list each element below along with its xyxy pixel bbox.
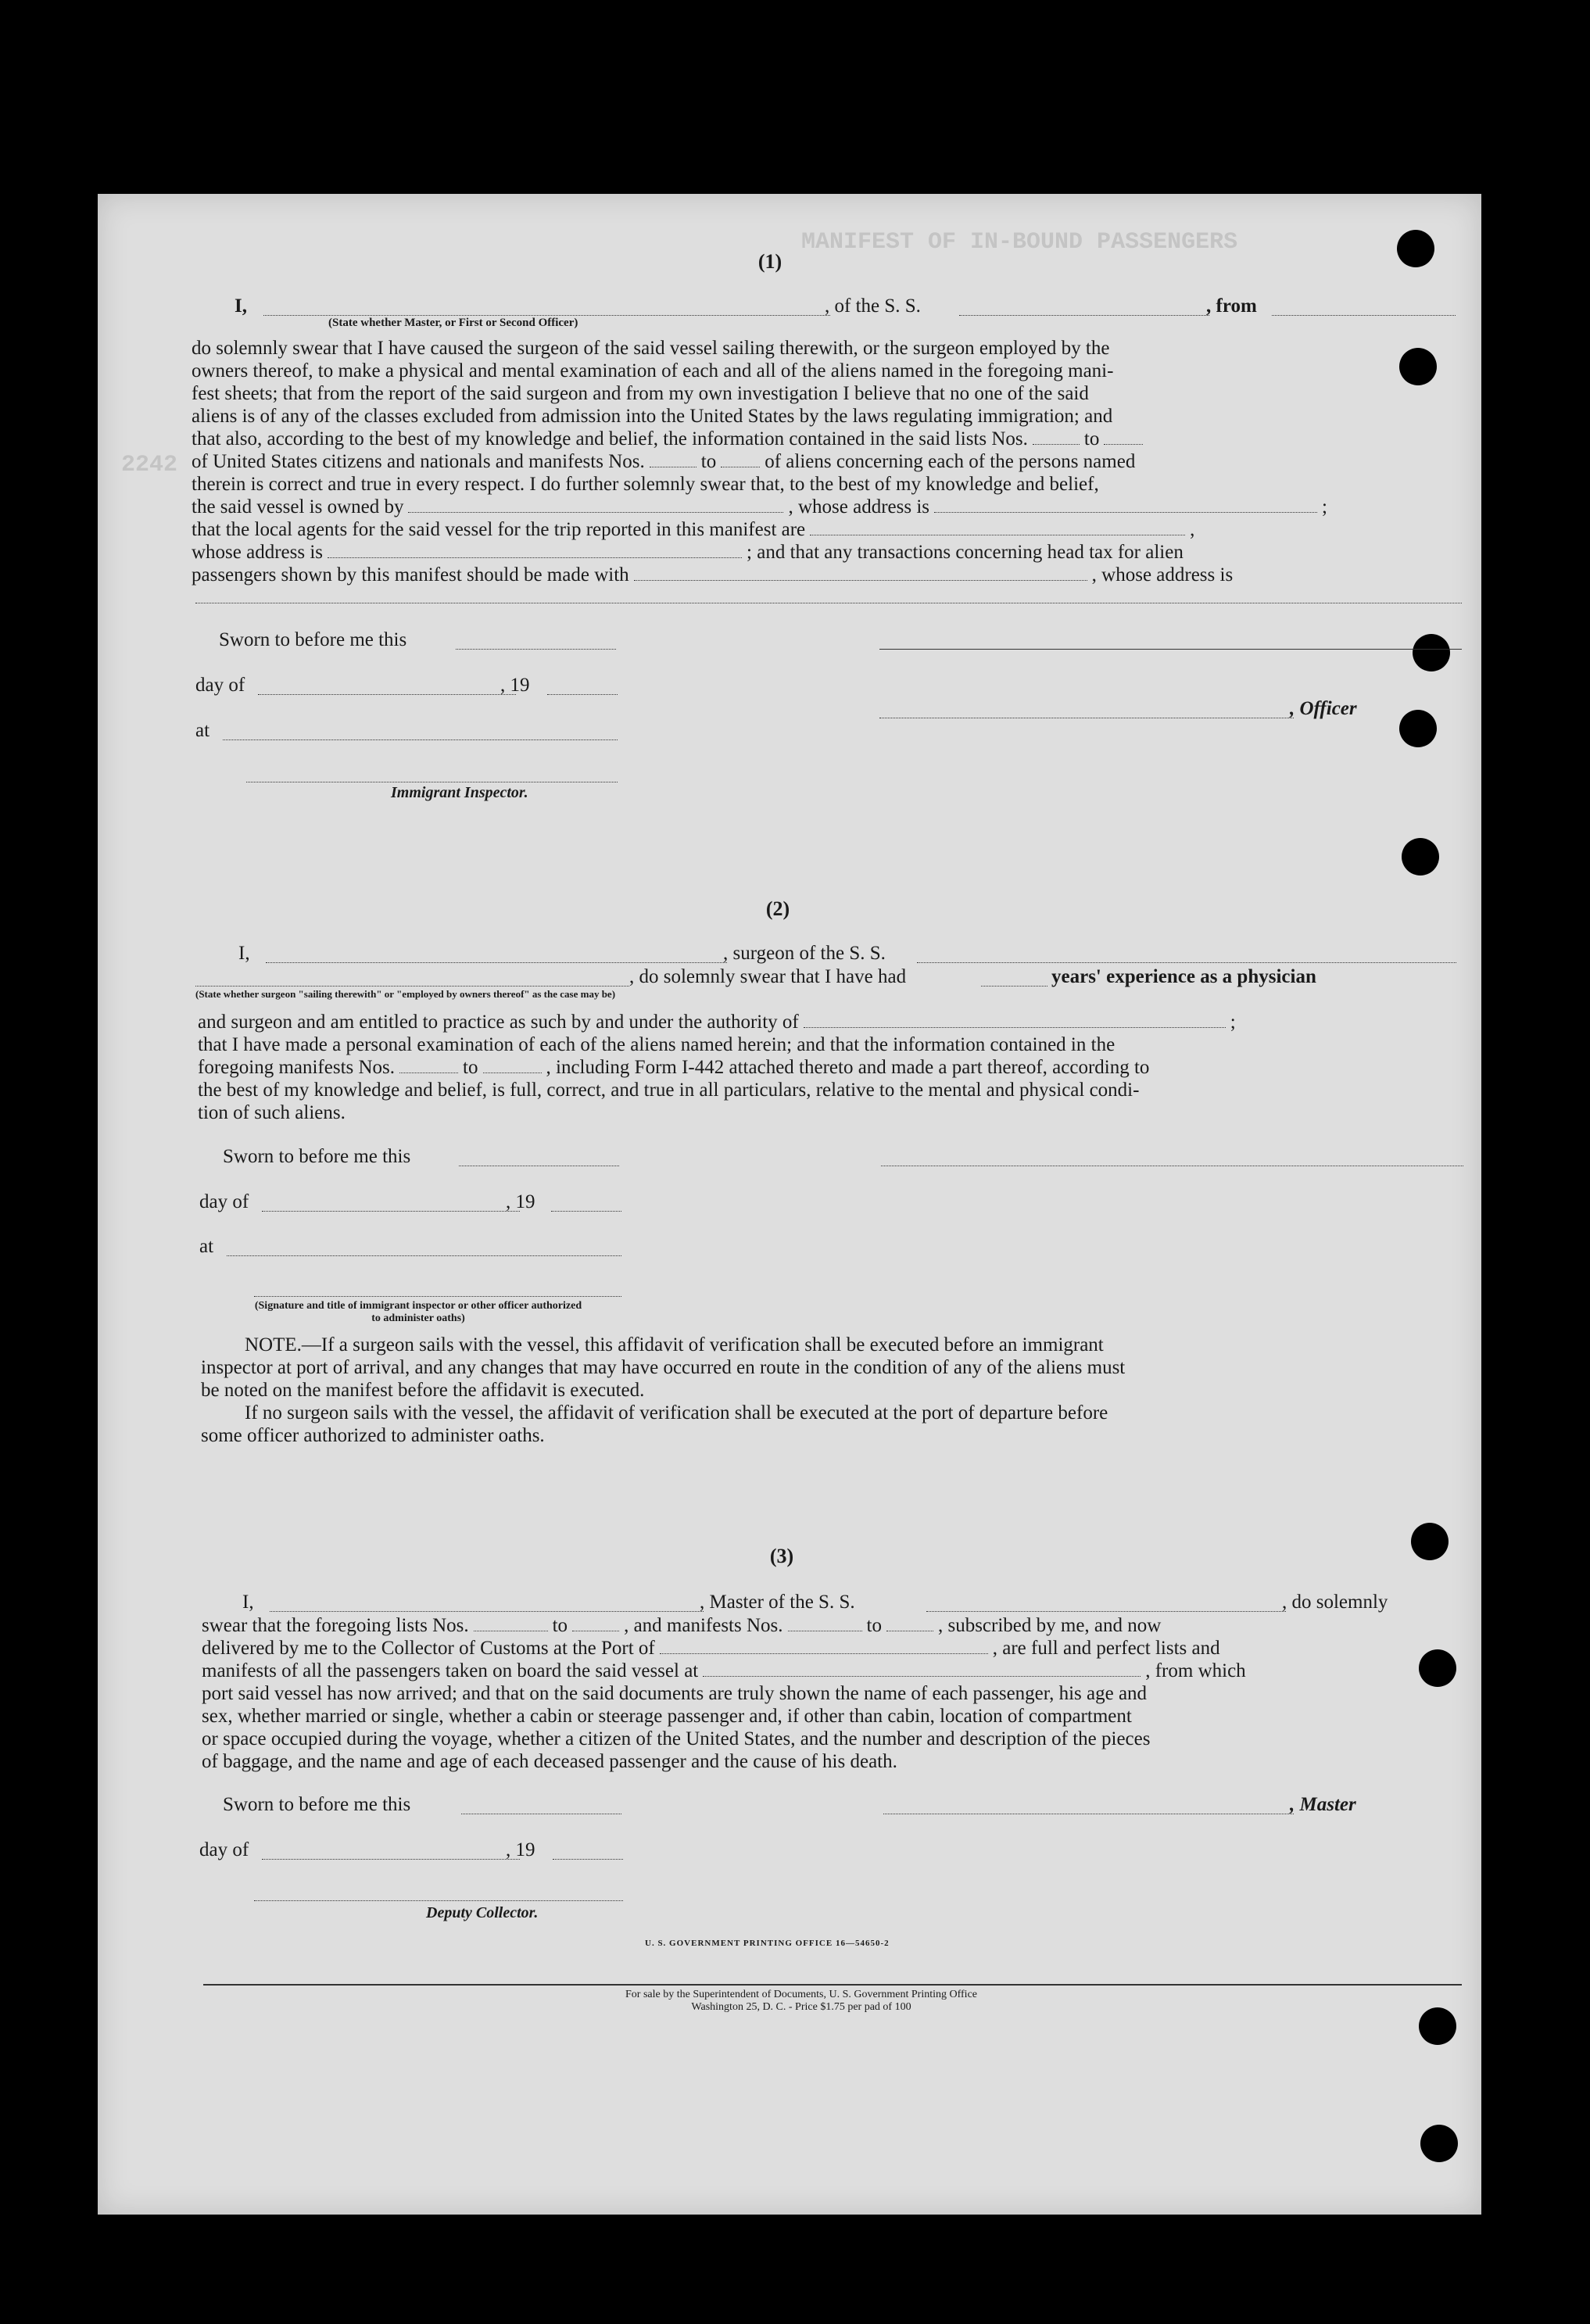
master-year-field[interactable] (553, 1859, 623, 1860)
inspector-caption: Immigrant Inspector. (391, 784, 528, 801)
note-line: some officer authorized to administer oaths. (201, 1425, 545, 1446)
to-label: to (866, 1615, 882, 1636)
body-line: the said vessel is owned by (192, 496, 404, 517)
day-of-label: day of (199, 1839, 249, 1860)
note-line: inspector at port of arrival, and any changes that may have occurred en route in the condition of any of the aliens must (201, 1357, 1126, 1378)
years-field[interactable] (981, 986, 1047, 987)
punch-hole (1419, 2007, 1456, 2045)
s3-lists-to-field[interactable] (572, 1630, 619, 1631)
sworn-date-field[interactable] (456, 649, 616, 650)
body-line: tion of such aliens. (198, 1102, 346, 1123)
master-of-label: , Master of the S. S. (700, 1592, 855, 1613)
year-field[interactable] (547, 694, 618, 695)
section-1-number: (1) (757, 250, 782, 273)
from-label: , from (1206, 295, 1257, 317)
section-3-body (202, 1614, 1468, 1773)
surgeon-manifests-to-field[interactable] (483, 1072, 542, 1073)
body-line: do solemnly swear that I have caused the surgeon of the said vessel sailing therewith, or the surgeon employed by the (192, 338, 1110, 359)
surgeon-status-field[interactable] (195, 986, 629, 987)
body-line: , whose address is (788, 496, 930, 517)
signature-line[interactable] (879, 649, 1462, 650)
section-3-number: (3) (769, 1545, 794, 1567)
bleed-through-mark: MANIFEST OF IN-BOUND PASSENGERS (801, 229, 1238, 256)
section-1-body: do solemnly swear that I have caused the surgeon of the said vessel sailing therewith, or the surgeon employed by the owners thereof, to make a physical and mental examination of each and all of the aliens named in the foregoing mani- fest sheets; that from the report of the said surgeon and from my own investigation I believe that no one of the said aliens is of any of the classes excluded from admission into the United States by the laws regulating immigration; and that also, according to the best of my knowledge and belief, the information contained in the said lists Nos. to of United States citizens and nationals and manifests Nos. to of aliens concerning each of the persons named therein is correct and true in every respect. I do further solemnly swear that, to the best of my knowledge and belief, the said vessel is owned by , whose address is ; that the local agents for the said vessel for the trip reported in this manifest are , whose address is ; and that any transactions concerning head tax for alien passengers shown by this manifest should be made with , whose address is (192, 337, 1466, 586)
surgeon-vessel-field[interactable] (917, 962, 1456, 963)
punch-hole (1420, 2125, 1458, 2162)
body-line: port said vessel has now arrived; and that on the said documents are truly shown the name of each passenger, his age and (202, 1683, 1148, 1704)
manifests-from-field[interactable] (650, 466, 697, 467)
at-place-field[interactable] (223, 739, 618, 740)
deputy-caption: Deputy Collector. (426, 1904, 539, 1921)
port-of-arrival-field[interactable] (660, 1653, 988, 1654)
punch-hole (1397, 230, 1434, 267)
note-line: be noted on the manifest before the affidavit is executed. (201, 1380, 645, 1401)
s3-manifests-from-field[interactable] (788, 1630, 862, 1631)
to-label: to (552, 1615, 568, 1636)
surgeon-of-label: , surgeon of the S. S. (723, 943, 886, 964)
sale-line-1: For sale by the Superintendent of Documents, U. S. Government Printing Office (625, 1989, 977, 2000)
authority-field[interactable] (804, 1026, 1226, 1028)
body-line: , are full and perfect lists and (992, 1638, 1220, 1659)
from-port-field[interactable] (1272, 315, 1456, 316)
head-tax-party-field[interactable] (634, 579, 1087, 581)
body-line: passengers shown by this manifest should be made with (192, 564, 629, 585)
punch-hole (1411, 1523, 1449, 1560)
sworn-label: Sworn to before me this (223, 1146, 411, 1167)
port-of-embarkation-field[interactable] (703, 1675, 1141, 1677)
surgeon-name-field[interactable] (266, 962, 727, 963)
body-line: of baggage, and the name and age of each deceased passenger and the cause of his death. (202, 1751, 897, 1772)
officer-title-field[interactable] (263, 315, 830, 316)
body-line: owners thereof, to make a physical and mental examination of each and all of the aliens named in the foregoing mani- (192, 360, 1114, 381)
punch-hole (1402, 838, 1439, 876)
lists-from-field[interactable] (1033, 443, 1080, 445)
body-line: whose address is (192, 542, 324, 563)
day-of-field[interactable] (258, 694, 516, 695)
vessel-name-field[interactable] (959, 315, 1209, 316)
punch-hole (1399, 710, 1437, 747)
deputy-signature-field[interactable] (254, 1900, 623, 1901)
agents-address-field[interactable] (328, 557, 742, 558)
s3-manifests-to-field[interactable] (886, 1630, 933, 1631)
body-line: of United States citizens and nationals and manifests Nos. (192, 451, 645, 472)
body-line: of aliens concerning each of the persons named (765, 451, 1136, 472)
note-line: NOTE.—If a surgeon sails with the vessel, this affidavit of verification shall be executed before an immigrant (245, 1334, 1104, 1355)
sworn-label: Sworn to before me this (219, 629, 407, 650)
officer-title-caption: (State whether Master, or First or Second Officer) (328, 317, 578, 329)
note-line: If no surgeon sails with the vessel, the affidavit of verification shall be executed at the port of departure before (245, 1402, 1108, 1423)
year-label: , 19 (506, 1191, 535, 1212)
body-line: that also, according to the best of my knowledge and belief, the information contained in the said lists Nos. (192, 428, 1028, 449)
footer-rule (203, 1984, 1462, 1986)
signature-caption: (Signature and title of immigrant inspector or other officer authorized to administer oaths) (254, 1300, 582, 1324)
body-line: manifests of all the passengers taken on board the said vessel at (202, 1660, 699, 1681)
officer-label: , Officer (1290, 698, 1357, 719)
body-line: ; and that any transactions concerning head tax for alien (747, 542, 1184, 563)
surgeon-manifests-from-field[interactable] (399, 1072, 458, 1073)
body-line: therein is correct and true in every respect. I do further solemnly swear that, to the best of my knowledge and belief, (192, 474, 1099, 495)
body-line: , subscribed by me, and now (937, 1615, 1162, 1636)
lists-to-field[interactable] (1104, 443, 1143, 445)
punch-hole (1413, 634, 1450, 671)
at-label: at (199, 1236, 214, 1257)
body-line: swear that the foregoing lists Nos. (202, 1615, 469, 1636)
to-label: to (700, 451, 717, 472)
surgeon-year-field[interactable] (551, 1211, 621, 1212)
surgeon-swear-label: , do solemnly swear that I have had (629, 966, 907, 987)
year-label: , 19 (500, 675, 530, 696)
owner-field[interactable] (408, 511, 783, 513)
section-3-i: I, (242, 1592, 254, 1613)
body-line: , from which (1145, 1660, 1246, 1681)
section-2-i: I, (238, 943, 250, 964)
section-2-note (201, 1334, 1467, 1447)
manifest-page (98, 194, 1481, 2215)
surgeon-status-caption: (State whether surgeon "sailing therewith" or "employed by owners thereof" as the case may be) (195, 988, 616, 1000)
at-label: at (195, 720, 210, 741)
inspector-signature-field[interactable] (254, 1296, 621, 1297)
master-vessel-field[interactable] (926, 1611, 1286, 1612)
body-line: sex, whether married or single, whether a cabin or steerage passenger and, if other than cabin, location of compartment (202, 1706, 1132, 1727)
sworn-label: Sworn to before me this (223, 1794, 411, 1815)
body-line: , whose address is (1091, 564, 1234, 585)
section-2-number: (2) (765, 897, 790, 920)
surgeon-at-field[interactable] (227, 1255, 621, 1256)
gpo-imprint: U. S. GOVERNMENT PRINTING OFFICE 16—54650-2 (645, 1939, 890, 1948)
years-label: years' experience as a physician (1051, 966, 1316, 987)
body-line: delivered by me to the Collector of Customs at the Port of (202, 1638, 655, 1659)
local-agents-field[interactable] (810, 534, 1185, 535)
body-line: the best of my knowledge and belief, is full, correct, and true in all particulars, relative to the mental and physical condi- (198, 1080, 1140, 1101)
master-label: , Master (1290, 1794, 1356, 1815)
to-label: to (1083, 428, 1100, 449)
body-line: , and manifests Nos. (624, 1615, 783, 1636)
body-line: , including Form I-442 attached thereto and made a part thereof, according to (546, 1057, 1150, 1078)
body-line: and surgeon and am entitled to practice as such by and under the authority of (198, 1012, 799, 1033)
body-line: that I have made a personal examination of each of the aliens named herein; and that the information contained in the (198, 1034, 1116, 1055)
manifests-to-field[interactable] (721, 466, 760, 467)
day-of-label: day of (199, 1191, 249, 1212)
year-label: , 19 (506, 1839, 535, 1860)
master-day-field[interactable] (262, 1859, 520, 1860)
owner-address-field[interactable] (934, 511, 1317, 513)
body-line: fest sheets; that from the report of the said surgeon and from my own investigation I believe that no one of the said (192, 383, 1089, 404)
section-2-body: and surgeon and am entitled to practice as such by and under the authority of ; that I have made a personal examination of each of the aliens named herein; and that the information contained in the foregoing manifests Nos. to , including Form I-442 attached thereto and made a part thereof, according to the best of my knowledge and belief, is full, correct, and true in all particulars, relative to the mental and physical condi- tion of such aliens. (198, 1011, 1464, 1124)
day-of-label: day of (195, 675, 245, 696)
master-name-field[interactable] (270, 1611, 704, 1612)
of-ss-label: , of the S. S. (825, 295, 921, 317)
body-line: foregoing manifests Nos. (198, 1057, 396, 1078)
s3-lists-from-field[interactable] (474, 1630, 548, 1631)
do-solemnly-label: , do solemnly (1282, 1592, 1388, 1613)
body-line: or space occupied during the voyage, whether a citizen of the United States, and the number and description of the pieces (202, 1728, 1151, 1749)
body-line: that the local agents for the said vessel for the trip reported in this manifest are (192, 519, 806, 540)
sale-line-2: Washington 25, D. C. - Price $1.75 per pad of 100 (691, 2001, 911, 2013)
section-1-i: I, (235, 295, 247, 317)
surgeon-day-field[interactable] (262, 1211, 520, 1212)
bleed-through-mark: 2242 (121, 452, 178, 478)
body-line: aliens is of any of the classes excluded from admission into the United States by the laws regulating immigration; and (192, 406, 1113, 427)
